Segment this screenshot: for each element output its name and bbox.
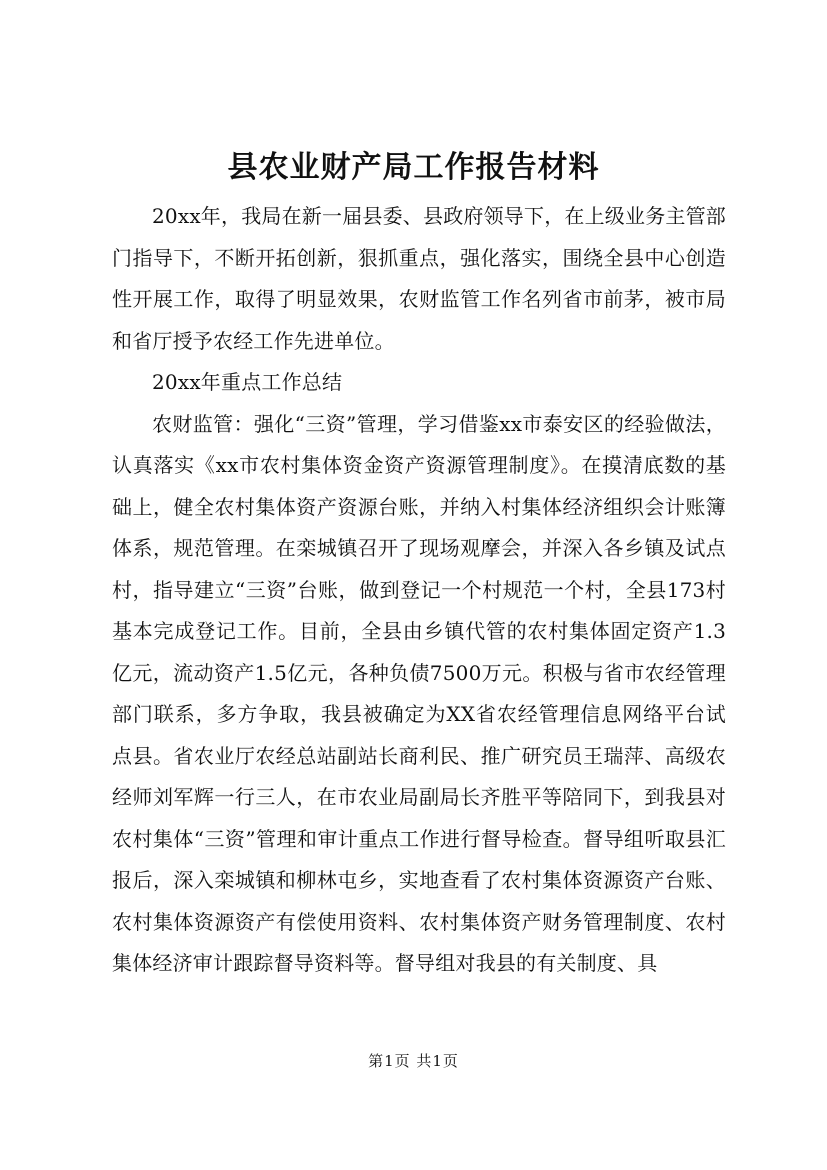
section-heading: 20xx年重点工作总结 <box>152 370 343 394</box>
supervision-paragraph: 农财监管：强化“三资”管理，学习借鉴xx市泰安区的经验做法，认真落实《xx市农村集体资金资产资源管理制度》。在摸清底数的基础上，健全农村集体资产资源台账，并纳入村集体经济组织会计账簿体系，规范管理。在栾城镇召开了现场观摩会，并深入各乡镇及试点村，指导建立“三资”台账，做到登记一个村规范一个村，全县173村基本完成登记工作。目前，全县由乡镇代管的农村集体固定资产1.3亿元，流动资产1.5亿元，各种负债7500万元。积极与省市农经管理部门联系，多方争取，我县被确定为XX省农经管理信息网络平台试点县。省农业厅农经总站副站长商利民、推广研究员王瑞萍、高级农经师刘军辉一行三人，在市农业局副局长齐胜平等陪同下，到我县对农村集体“三资”管理和审计重点工作进行督导检查。督导组听取县汇报后，深入栾城镇和柳林屯乡，实地查看了农村集体资源资产台账、农村集体资源资产有偿使用资料、农村集体资产财务管理制度、农村集体经济审计跟踪督导资料等。督导组对我县的有关制度、具 <box>112 411 726 975</box>
page-number: 第1页 共1页 <box>368 1052 459 1070</box>
document-title: 县农业财产局工作报告材料 <box>227 150 600 185</box>
document-body <box>112 196 726 985</box>
intro-paragraph: 20xx年，我局在新一届县委、县政府领导下，在上级业务主管部门指导下，不断开拓创新，狠抓重点，强化落实，围绕全县中心创造性开展工作，取得了明显效果，农财监管工作名列省市前茅，被市局和省厅授予农经工作先进单位。 <box>112 204 727 353</box>
